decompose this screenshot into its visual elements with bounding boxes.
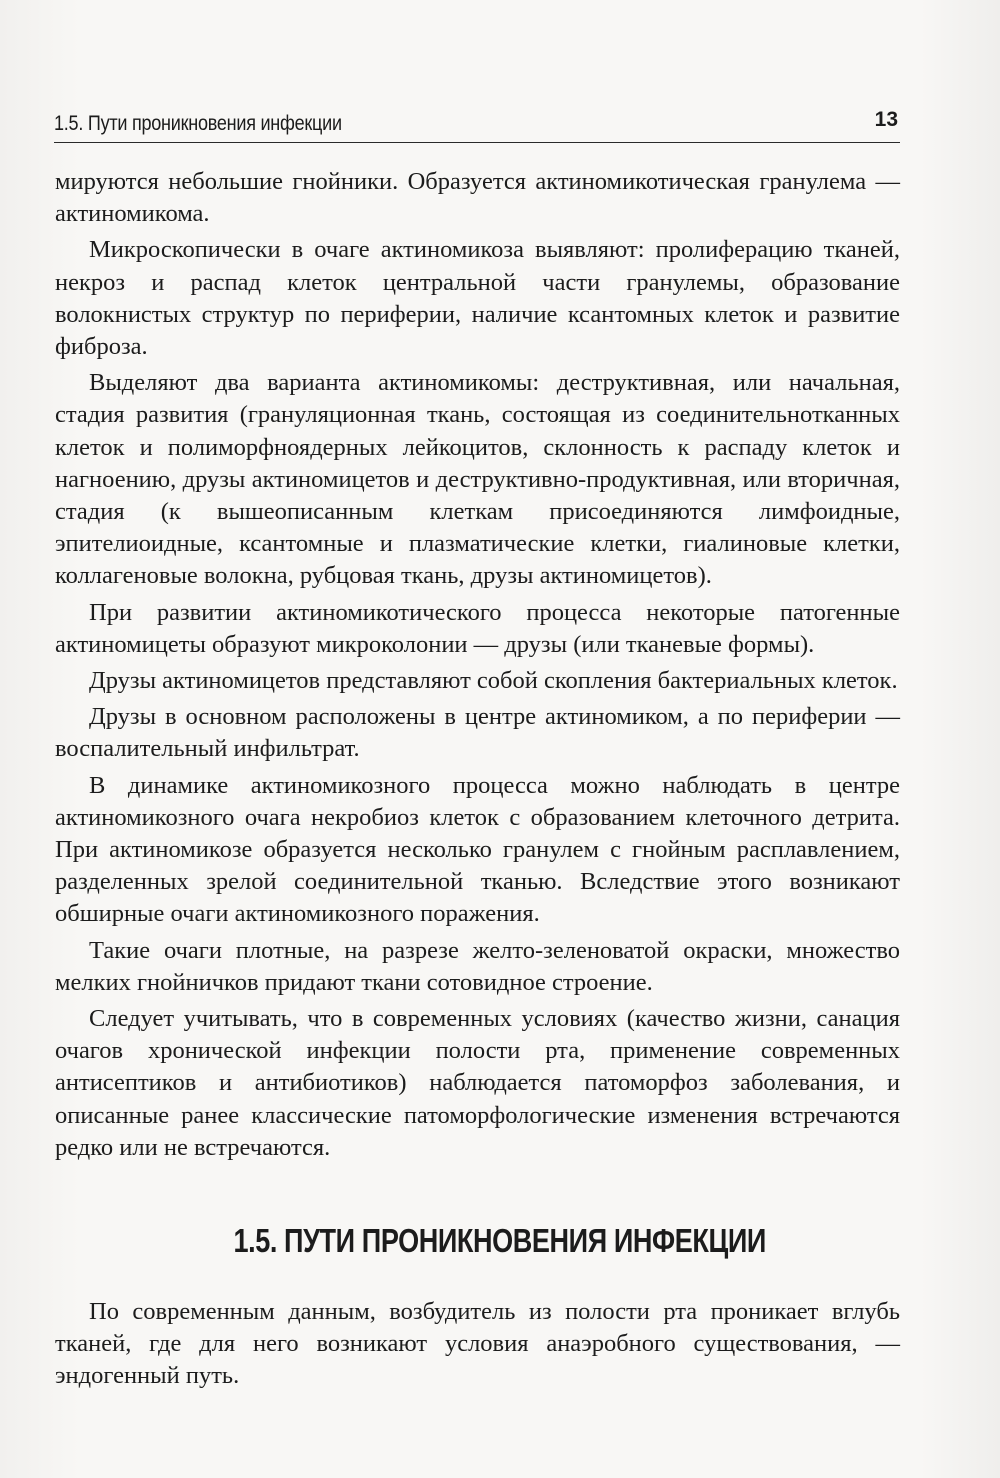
section-paragraph: По современным данным, возбудитель из полости рта проникает вглубь тканей, где для него возникают условия анаэробного существования, — эндогенный путь. [55,1298,900,1390]
section-text [55,1296,900,1397]
paragraph: При развитии актиномикотического процесса некоторые патогенные актиномицеты образуют микроколонии — друзы (или тканевые формы). [55,598,900,658]
body-text [55,166,900,1168]
paragraph: Такие очаги плотные, на разрезе желто-зеленоватой окраски, множество мелких гнойничков придают ткани сотовидное строение. [55,936,900,996]
paragraph: Друзы в основном расположены в центре актиномиком, а по периферии — воспалительный инфильтрат. [55,703,900,763]
paragraph: Друзы актиномицетов представляют собой скопления бактериальных клеток. [89,667,898,695]
paragraph: Следует учитывать, что в современных условиях (качество жизни, санация очагов хронической инфекции полости рта, применение современных антисептиков и антибиотиков) наблюдается патоморфоз заболевания, и описанные ранее классические патоморфологические изменения встречаются редко или не встречаются. [55,1005,900,1161]
running-header [54,108,900,143]
paragraph: В динамике актиномикозного процесса можно наблюдать в центре актиномикозного очага некробиоз клеток с образованием клеточного детрита. При актиномикозе образуется несколько гранулем с гнойным расплавлением, разделенных зрелой соединительной тканью. Вследствие этого возникают обширные очаги актиномикозного поражения. [55,771,900,928]
paragraph: Выделяют два варианта актиномикомы: деструктивная, или начальная, стадия развития (грануляционная ткань, состоящая из соединительнотканных клеток и полиморфноядерных лейкоцитов, склонность к распаду клеток и нагноению, друзы актиномицетов и деструктивно-продуктивная, или вторичная, стадия (к вышеописанным клеткам присоединяются лимфоидные, эпителиоидные, ксантомные и плазматические клетки, гиалиновые клетки, коллагеновые волокна, рубцовая ткань, друзы актиномицетов). [55,369,900,590]
page-number: 13 [874,108,898,131]
paragraph: Микроскопически в очаге актиномикоза выявляют: пролиферацию тканей, некроз и распад клеток центральной части гранулемы, образование волокнистых структур по периферии, наличие ксантомных клеток и развитие фиброза. [55,236,900,361]
section-heading [0,1222,1000,1260]
paragraph: мируются небольшие гнойники. Образуется актиномикотическая гранулема — актиномикома. [55,168,900,228]
section-heading-text: 1.5. ПУТИ ПРОНИКНОВЕНИЯ ИНФЕКЦИИ [233,1222,767,1259]
running-header-title: 1.5. Пути проникновения инфекции [54,112,342,135]
